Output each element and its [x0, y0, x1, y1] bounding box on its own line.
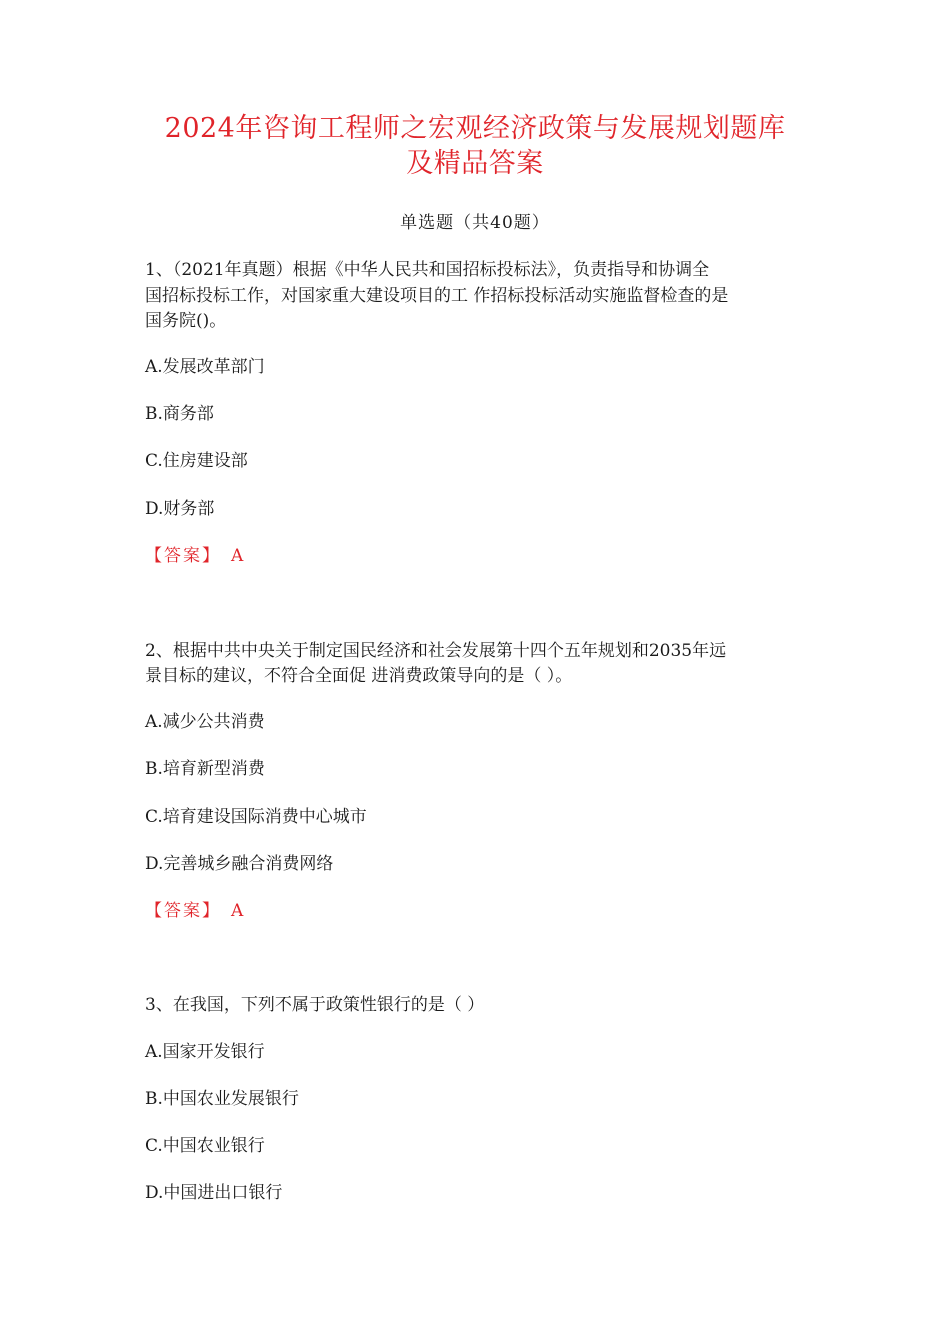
document-title-line2: 及精品答案 [406, 148, 544, 179]
section-heading: 单选题（共40题） [400, 213, 550, 233]
question-2-option-d: D.完善城乡融合消费网络 [145, 854, 334, 874]
answer-label: 【答案】 [145, 546, 221, 566]
document-title-line1: 2024年咨询工程师之宏观经济政策与发展规划题库 [164, 113, 786, 144]
question-2-option-c: C.培育建设国际消费中心城市 [145, 807, 367, 827]
answer-value: A [231, 546, 244, 566]
question-2-stem-line-1: 2、根据中共中央关于制定国民经济和社会发展第十四个五年规划和2035年远 [145, 641, 727, 661]
question-2-stem-line-2: 景目标的建议，不符合全面促 进消费政策导向的是（ ）。 [145, 666, 573, 686]
question-1-stem-line-1: 1、（2021年真题）根据《中华人民共和国招标投标法》，负责指导和协调全 [145, 260, 710, 280]
question-1-stem-line-2: 国招标投标工作，对国家重大建设项目的工 作招标投标活动实施监督检查的是 [145, 286, 729, 306]
question-3-option-c: C.中国农业银行 [145, 1136, 265, 1156]
question-1-option-c: C.住房建设部 [145, 451, 248, 471]
question-2-option-a: A.减少公共消费 [145, 712, 265, 732]
answer-value: A [231, 901, 244, 921]
question-3-stem-line-1: 3、在我国，下列不属于政策性银行的是（ ） [145, 995, 485, 1015]
question-2-answer [145, 899, 243, 923]
question-3-option-d: D.中国进出口银行 [145, 1183, 283, 1203]
question-1-option-d: D.财务部 [145, 499, 215, 519]
question-1-option-b: B.商务部 [145, 404, 214, 424]
question-1-answer [145, 544, 243, 568]
question-1-stem-line-3: 国务院()。 [145, 311, 227, 331]
answer-label: 【答案】 [145, 901, 221, 921]
question-3-option-a: A.国家开发银行 [145, 1042, 265, 1062]
question-3-option-b: B.中国农业发展银行 [145, 1089, 299, 1109]
question-2-option-b: B.培育新型消费 [145, 759, 265, 779]
question-1-option-a: A.发展改革部门 [145, 357, 265, 377]
